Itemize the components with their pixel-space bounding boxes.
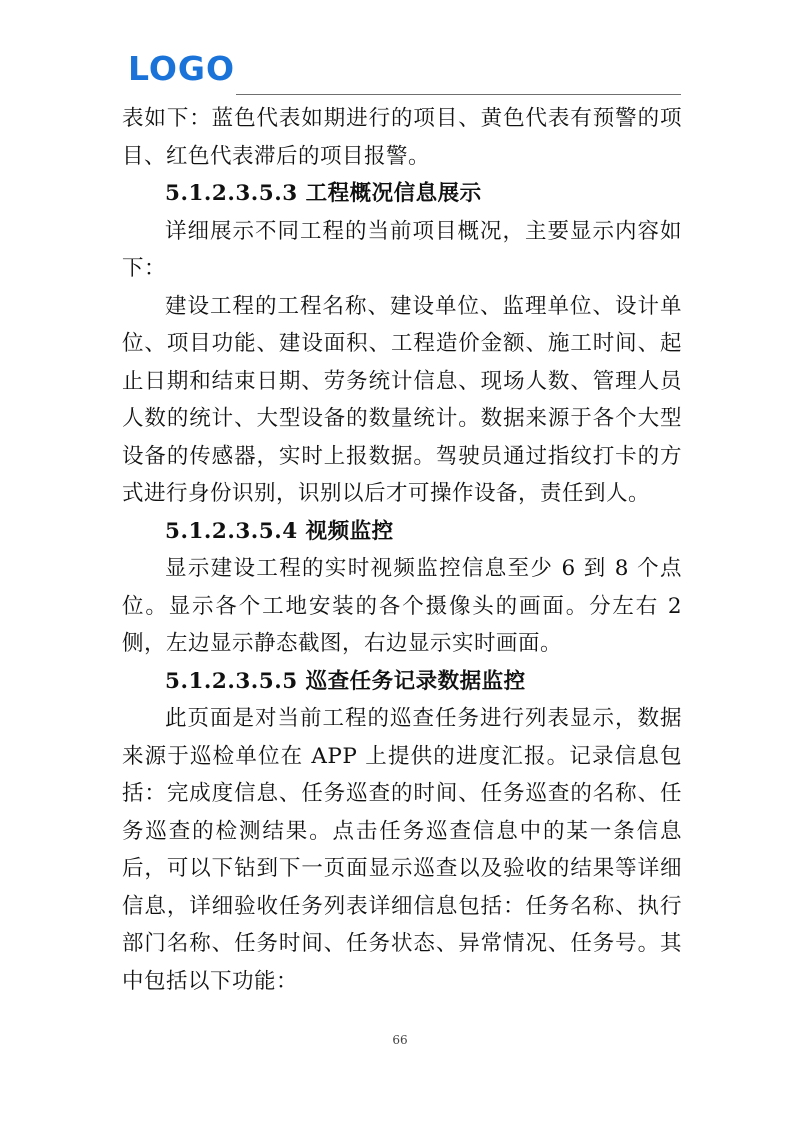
paragraph-overview-intro: 详细展示不同工程的当前项目概况，主要显示内容如下： (122, 218, 682, 281)
document-body (122, 100, 682, 1000)
section-heading-project-overview: 5.1.2.3.5.3 工程概况信息展示 (165, 181, 482, 206)
paragraph-inspection-records: 此页面是对当前工程的巡查任务进行列表显示，数据来源于巡检单位在 APP 上提供的进度汇报。记录信息包括：完成度信息、任务巡查的时间、任务巡查的名称、任务巡查的检测结果。点击任务巡查信息中的某一条信息后，可以下钻到下一页面显示巡查以及验收的结果等详细信息，详细验收任务列表详细信息包括：任务名称、执行部门名称、任务时间、任务状态、异常情况、任务号。其中包括以下功能： (122, 706, 682, 994)
section-heading-video-monitoring: 5.1.2.3.5.4 视频监控 (165, 518, 394, 544)
header-divider (236, 94, 681, 95)
section-heading-inspection-records: 5.1.2.3.5.5 巡查任务记录数据监控 (165, 668, 526, 694)
paragraph-overview-details: 建设工程的工程名称、建设单位、监理单位、设计单位、项目功能、建设面积、工程造价金额、施工时间、起止日期和结束日期、劳务统计信息、现场人数、管理人员人数的统计、大型设备的数量统计。数据来源于各个大型设备的传感器，实时上报数据。驾驶员通过指纹打卡的方式进行身份识别，识别以后才可操作设备，责任到人。 (122, 293, 682, 506)
page-number: 66 (392, 1033, 408, 1047)
logo: LOGO (128, 49, 236, 88)
paragraph-color-legend: 表如下：蓝色代表如期进行的项目、黄色代表有预警的项目、红色代表滞后的项目报警。 (122, 106, 682, 169)
paragraph-video-monitoring: 显示建设工程的实时视频监控信息至少 6 到 8 个点位。显示各个工地安装的各个摄像头的画面。分左右 2 侧，左边显示静态截图，右边显示实时画面。 (122, 556, 682, 656)
